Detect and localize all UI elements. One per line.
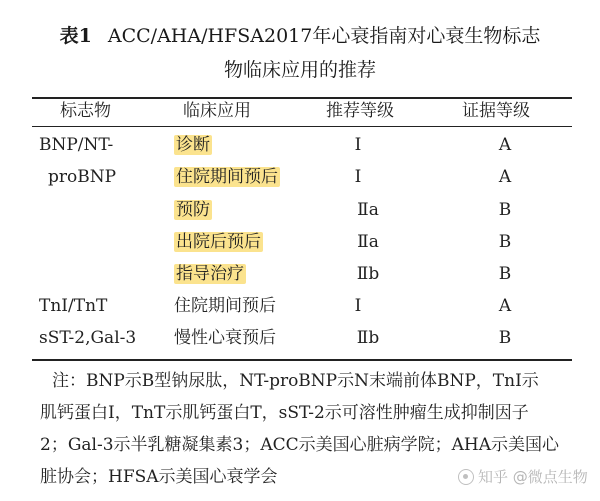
table-cell-evidence: A	[498, 167, 512, 187]
table-title	[0, 22, 600, 50]
table-label: 表1	[59, 25, 92, 47]
table-cell-application: 慢性心衰预后	[174, 328, 276, 348]
header-application: 临床应用	[183, 101, 251, 121]
table-cell-application	[174, 165, 280, 189]
header-marker: 标志物	[60, 101, 111, 121]
table-cell-evidence: B	[498, 200, 512, 220]
watermark-text: 知乎 @微点生物	[478, 468, 588, 486]
table-title-line2: 物临床应用的推荐	[223, 59, 376, 81]
watermark	[458, 466, 588, 487]
header-recommendation: 推荐等级	[326, 101, 394, 121]
highlighted-text: 住院期间预后	[176, 167, 278, 187]
header-evidence: 证据等级	[462, 101, 530, 121]
table-cell-application	[174, 262, 246, 286]
table-cell-evidence: B	[498, 328, 512, 348]
table-cell-evidence: B	[498, 264, 512, 284]
table-cell-recommendation: Ⅰ	[354, 296, 362, 316]
table-cell-evidence: A	[498, 135, 512, 155]
table-cell-marker: sST-2,Gal-3	[39, 328, 137, 348]
table-cell-evidence: A	[498, 296, 512, 316]
table-cell-recommendation: Ⅰ	[354, 135, 362, 155]
table-cell-marker: BNP/NT-	[39, 135, 114, 155]
table-header-rule	[32, 126, 572, 127]
table-cell-recommendation: Ⅱb	[356, 328, 380, 348]
table-note-line1: 注：BNP示B型钠尿肽，NT-proBNP示N末端前体BNP，TnI示	[52, 371, 539, 391]
watermark-icon	[458, 469, 474, 485]
table-note-line4: 脏协会；HFSA示美国心衰学会	[40, 467, 278, 487]
highlighted-text: 出院后预后	[176, 232, 261, 252]
highlighted-text: 预防	[176, 200, 210, 220]
table-cell-application	[174, 198, 212, 222]
table-cell-application: 住院期间预后	[174, 296, 276, 316]
table-cell-recommendation: Ⅱa	[357, 232, 379, 252]
highlighted-text: 诊断	[176, 135, 210, 155]
table-cell-application	[174, 230, 263, 254]
table-cell-recommendation: Ⅱa	[357, 200, 379, 220]
table-bottom-rule	[32, 359, 572, 361]
table-cell-marker: proBNP	[48, 167, 117, 187]
table-cell-application	[174, 133, 212, 157]
table-cell-evidence: B	[498, 232, 512, 252]
table-cell-marker: TnI/TnT	[39, 296, 108, 316]
table-note-line2: 肌钙蛋白I，TnT示肌钙蛋白T，sST-2示可溶性肿瘤生成抑制因子	[40, 403, 529, 423]
table-cell-recommendation: Ⅱb	[356, 264, 380, 284]
table-cell-recommendation: Ⅰ	[354, 167, 362, 187]
highlighted-text: 指导治疗	[176, 264, 244, 284]
table-note-line3: 2；Gal-3示半乳糖凝集素3；ACC示美国心脏病学院；AHA示美国心	[40, 435, 560, 455]
table-title-line1: ACC/AHA/HFSA2017年心衰指南对心衰生物标志	[107, 25, 541, 47]
